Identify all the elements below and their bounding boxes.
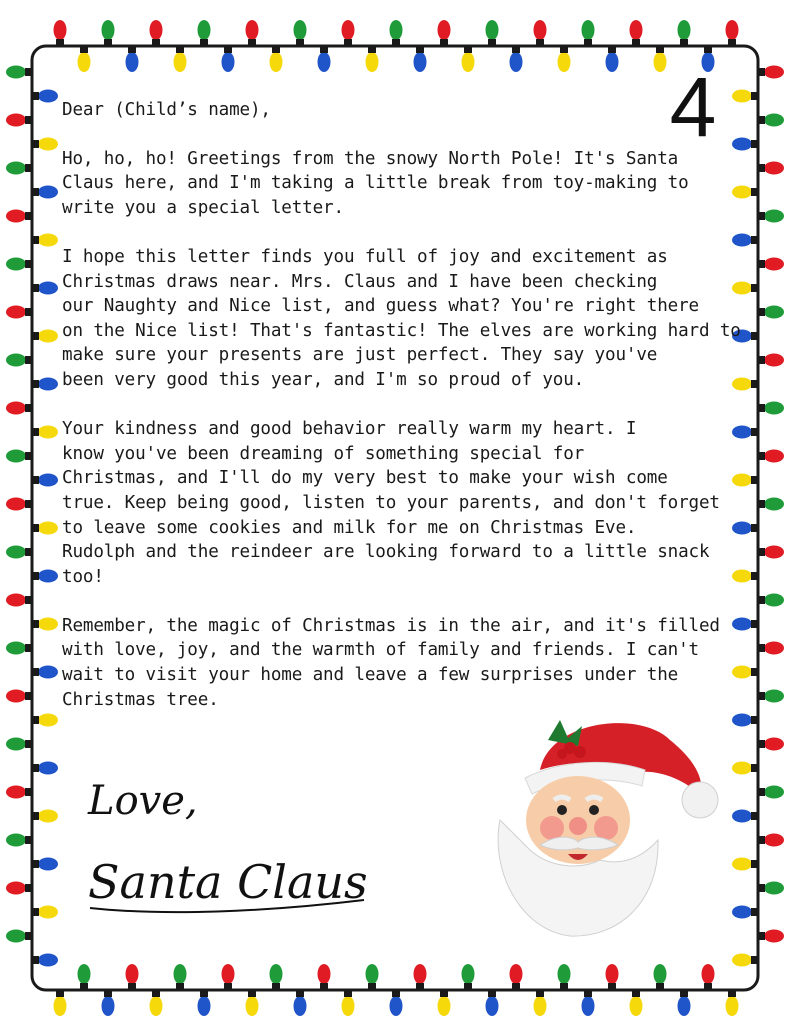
light-bulb-icon xyxy=(32,570,58,583)
light-bulb-icon xyxy=(758,690,784,703)
light-bulb-icon xyxy=(318,964,331,990)
light-bulb-icon xyxy=(758,642,784,655)
light-bulb-icon xyxy=(6,66,32,79)
light-bulb-icon xyxy=(32,666,58,679)
light-bulb-icon xyxy=(32,330,58,343)
letter-body xyxy=(62,98,742,737)
light-bulb-icon xyxy=(6,594,32,607)
light-bulb-icon xyxy=(732,906,758,919)
light-bulb-icon xyxy=(32,426,58,439)
light-bulb-icon xyxy=(6,402,32,415)
light-bulb-icon xyxy=(606,46,619,72)
light-bulb-icon xyxy=(32,522,58,535)
light-bulb-icon xyxy=(174,46,187,72)
light-bulb-icon xyxy=(534,20,547,46)
light-bulb-icon xyxy=(6,114,32,127)
light-bulb-icon xyxy=(32,954,58,967)
light-bulb-icon xyxy=(32,186,58,199)
light-bulb-icon xyxy=(726,990,739,1016)
light-bulb-icon xyxy=(6,738,32,751)
light-bulb-icon xyxy=(758,930,784,943)
light-bulb-icon xyxy=(342,20,355,46)
light-bulb-icon xyxy=(6,210,32,223)
signature-text: Santa Claus xyxy=(88,855,368,909)
paragraph-magic: Remember, the magic of Christmas is in the air, and it's filled with love, joy, and the warmth of family and friends. I can't wait to visit your home and leave a few surprises under the Christmas tree. xyxy=(62,615,720,710)
light-bulb-icon xyxy=(758,546,784,559)
light-bulb-icon xyxy=(758,306,784,319)
santa-face-icon xyxy=(470,700,730,940)
light-bulb-icon xyxy=(462,964,475,990)
light-bulb-icon xyxy=(32,714,58,727)
light-bulb-icon xyxy=(32,282,58,295)
page-number: 4 xyxy=(669,60,717,154)
light-bulb-icon xyxy=(32,474,58,487)
light-bulb-icon xyxy=(758,66,784,79)
light-bulb-icon xyxy=(758,882,784,895)
light-bulb-icon xyxy=(6,786,32,799)
light-bulb-icon xyxy=(126,46,139,72)
light-bulb-icon xyxy=(366,964,379,990)
light-bulb-icon xyxy=(758,114,784,127)
light-bulb-icon xyxy=(732,954,758,967)
light-bulb-icon xyxy=(54,20,67,46)
light-bulb-icon xyxy=(366,46,379,72)
light-bulb-icon xyxy=(414,964,427,990)
light-bulb-icon xyxy=(318,46,331,72)
light-bulb-icon xyxy=(462,46,475,72)
light-bulb-icon xyxy=(726,20,739,46)
light-bulb-icon xyxy=(6,354,32,367)
light-bulb-icon xyxy=(630,20,643,46)
light-bulb-icon xyxy=(32,618,58,631)
light-bulb-icon xyxy=(758,834,784,847)
light-bulb-icon xyxy=(678,990,691,1016)
light-bulb-icon xyxy=(6,258,32,271)
light-bulb-icon xyxy=(6,930,32,943)
paragraph-nice-list: I hope this letter finds you full of joy and excitement as Christmas draws near. Mrs. Claus and I have been checking our Naughty and Nice list, and guess what? You're right there on the Nice list! That's fantastic! The elves are working hard to make sure your presents are just perfect. They say you've been very good this year, and I'm so proud of you. xyxy=(62,246,741,390)
light-bulb-icon xyxy=(758,354,784,367)
light-bulb-icon xyxy=(222,46,235,72)
light-bulb-icon xyxy=(732,810,758,823)
light-bulb-icon xyxy=(6,546,32,559)
light-bulb-icon xyxy=(486,20,499,46)
light-bulb-icon xyxy=(6,834,32,847)
light-bulb-icon xyxy=(174,964,187,990)
light-bulb-icon xyxy=(198,20,211,46)
light-bulb-icon xyxy=(6,162,32,175)
light-bulb-icon xyxy=(758,738,784,751)
light-bulb-icon xyxy=(758,594,784,607)
light-bulb-icon xyxy=(732,858,758,871)
light-bulb-icon xyxy=(102,20,115,46)
paragraph-greeting: Ho, ho, ho! Greetings from the snowy North Pole! It's Santa Claus here, and I'm taking a little break from toy-making to write you a special letter. xyxy=(62,148,689,218)
light-bulb-icon xyxy=(222,964,235,990)
closing-signoff xyxy=(84,768,384,838)
light-bulb-icon xyxy=(6,450,32,463)
signature xyxy=(84,838,384,928)
light-bulb-icon xyxy=(732,762,758,775)
light-bulb-icon xyxy=(606,964,619,990)
light-bulb-icon xyxy=(630,990,643,1016)
light-bulb-icon xyxy=(294,20,307,46)
closing-text: Love, xyxy=(88,778,198,824)
light-bulb-icon xyxy=(150,20,163,46)
light-bulb-icon xyxy=(342,990,355,1016)
light-bulb-icon xyxy=(438,20,451,46)
light-bulb-icon xyxy=(270,964,283,990)
light-bulb-icon xyxy=(758,258,784,271)
light-bulb-icon xyxy=(414,46,427,72)
light-bulb-icon xyxy=(32,234,58,247)
light-bulb-icon xyxy=(32,138,58,151)
salutation: Dear (Child’s name), xyxy=(62,100,271,120)
light-bulb-icon xyxy=(758,162,784,175)
light-bulb-icon xyxy=(582,990,595,1016)
light-bulb-icon xyxy=(758,210,784,223)
light-bulb-icon xyxy=(510,46,523,72)
light-bulb-icon xyxy=(126,964,139,990)
light-bulb-icon xyxy=(390,990,403,1016)
light-bulb-icon xyxy=(32,810,58,823)
light-bulb-icon xyxy=(54,990,67,1016)
light-bulb-icon xyxy=(486,990,499,1016)
light-bulb-icon xyxy=(294,990,307,1016)
paragraph-kindness: Your kindness and good behavior really warm my heart. I know you've been dreaming of something special for Christmas, and I'll do my very best to make your wish come true. Keep being good, listen to your parents, and don't forget to leave some cookies and milk for me on Christmas Eve. Rudolph and the reindeer are looking forward to a little snack too! xyxy=(62,419,720,587)
light-bulb-icon xyxy=(758,450,784,463)
light-bulb-icon xyxy=(6,498,32,511)
light-bulb-icon xyxy=(702,964,715,990)
light-bulb-icon xyxy=(78,964,91,990)
light-bulb-icon xyxy=(198,990,211,1016)
light-bulb-icon xyxy=(6,306,32,319)
light-bulb-icon xyxy=(6,690,32,703)
light-bulb-icon xyxy=(246,20,259,46)
light-bulb-icon xyxy=(558,46,571,72)
light-bulb-icon xyxy=(6,642,32,655)
light-bulb-icon xyxy=(102,990,115,1016)
light-bulb-icon xyxy=(390,20,403,46)
light-bulb-icon xyxy=(534,990,547,1016)
light-bulb-icon xyxy=(758,402,784,415)
light-bulb-icon xyxy=(438,990,451,1016)
light-bulb-icon xyxy=(32,858,58,871)
light-bulb-icon xyxy=(678,20,691,46)
light-bulb-icon xyxy=(32,762,58,775)
light-bulb-icon xyxy=(758,498,784,511)
light-bulb-icon xyxy=(510,964,523,990)
light-bulb-icon xyxy=(6,882,32,895)
light-bulb-icon xyxy=(270,46,283,72)
light-bulb-icon xyxy=(582,20,595,46)
light-bulb-icon xyxy=(758,786,784,799)
light-bulb-icon xyxy=(32,90,58,103)
light-bulb-icon xyxy=(150,990,163,1016)
light-bulb-icon xyxy=(558,964,571,990)
light-bulb-icon xyxy=(32,906,58,919)
light-bulb-icon xyxy=(246,990,259,1016)
light-bulb-icon xyxy=(78,46,91,72)
light-bulb-icon xyxy=(32,378,58,391)
light-bulb-icon xyxy=(654,964,667,990)
